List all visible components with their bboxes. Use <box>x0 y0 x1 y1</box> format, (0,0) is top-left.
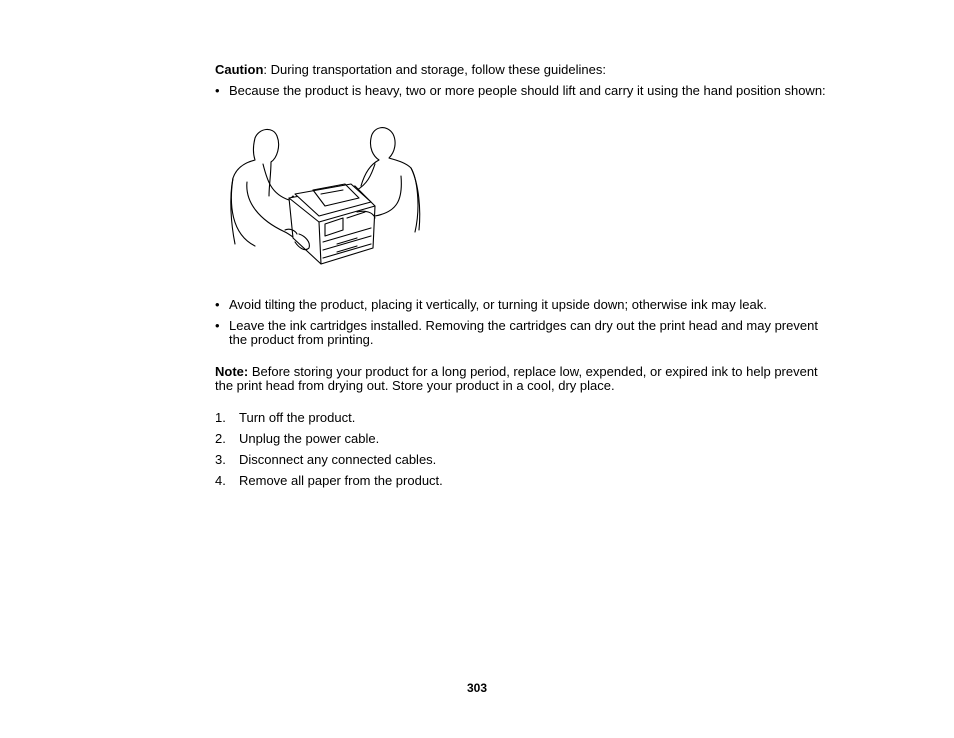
note-lead: Note: <box>215 364 249 379</box>
step-text: Turn off the product. <box>239 410 356 425</box>
caution-text: : During transportation and storage, follow these guidelines: <box>263 62 606 77</box>
caution-lead: Caution <box>215 62 264 77</box>
page-number: 303 <box>466 681 488 695</box>
step-number: 2. <box>215 431 226 446</box>
step-text: Unplug the power cable. <box>239 431 380 446</box>
bullet-text: Because the product is heavy, two or more people should lift and carry it using the hand position shown: <box>229 83 826 98</box>
note-paragraph <box>215 365 835 393</box>
bullet-text: Leave the ink cartridges installed. Removing the cartridges can dry out the print head and may prevent the product from printing. <box>229 318 818 347</box>
bullet-mark: • <box>215 297 220 312</box>
step-number: 4. <box>215 473 226 488</box>
step-number: 3. <box>215 452 226 467</box>
lifting-illustration-icon <box>225 124 425 269</box>
caution-paragraph <box>215 63 835 77</box>
step-number: 1. <box>215 410 226 425</box>
bullet-text: Avoid tilting the product, placing it vertically, or turning it upside down; otherwise ink may leak. <box>229 297 767 312</box>
bullet-mark: • <box>215 318 220 333</box>
step-text: Disconnect any connected cables. <box>239 452 437 467</box>
step-text: Remove all paper from the product. <box>239 473 443 488</box>
note-text: Before storing your product for a long period, replace low, expended, or expired ink to help prevent the print head from drying out. Store your product in a cool, dry place. <box>215 364 818 393</box>
bullet-mark: • <box>215 83 220 98</box>
